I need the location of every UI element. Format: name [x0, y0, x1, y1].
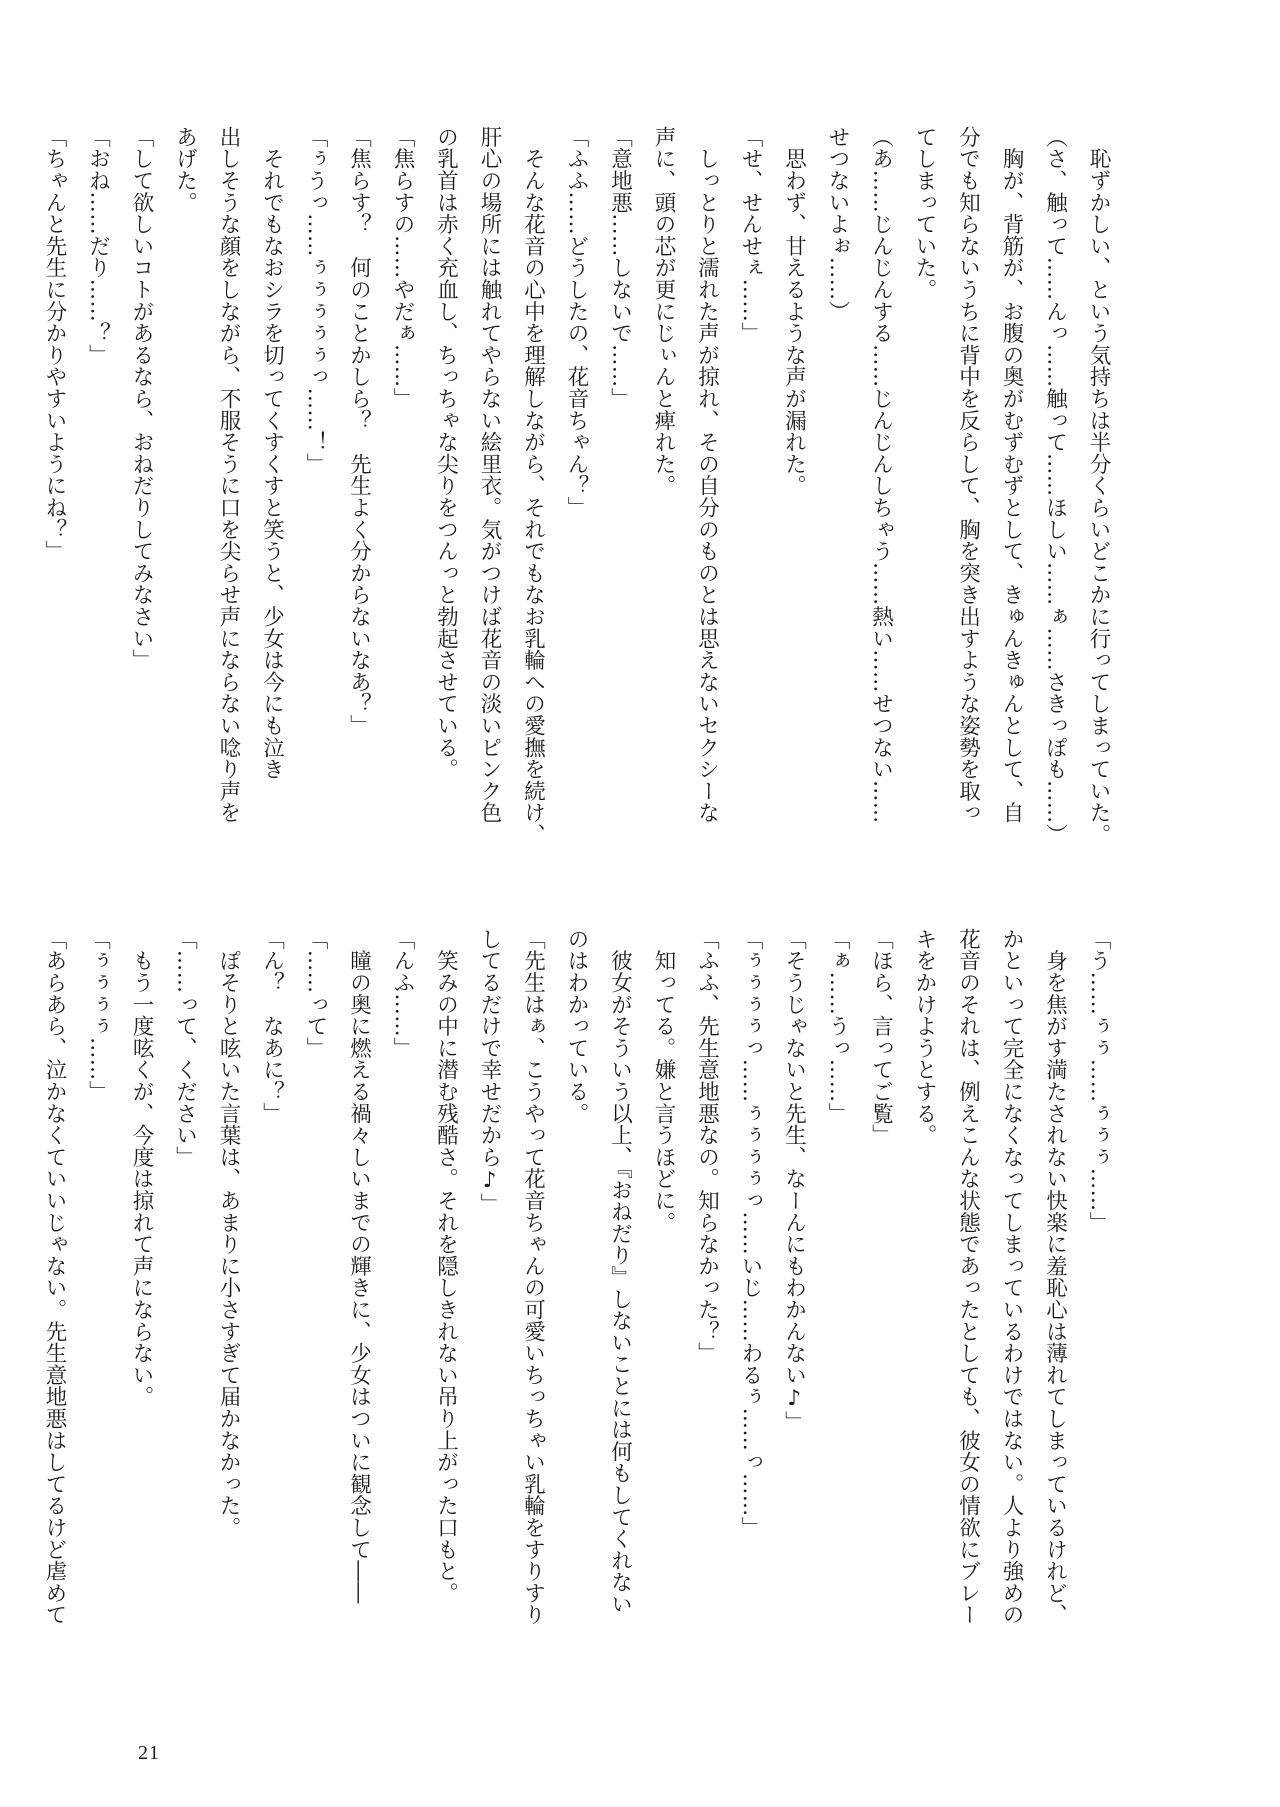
text-line: 「ちゃんと先生に分かりやすいようにね？」	[42, 126, 67, 562]
text-line: かといって完全になくなってしまっているわけではない。人より強めの	[999, 928, 1024, 1626]
text-line: のはわかっている。	[564, 928, 589, 1125]
text-line: 胸が、背筋が、お腹の奥がむずむずとして、きゅんきゅんとして、自	[999, 126, 1024, 824]
text-line: 瞳の奥に燃える禍々しいまでの輝きに、少女はついに観念して――	[346, 928, 372, 1604]
text-line: 「して欲しいコトがあるなら、おねだりしてみなさい」	[129, 126, 154, 671]
text-line: キをかけようとする。	[912, 928, 937, 1146]
text-line: 身を焦がす満たされない快楽に羞恥心は薄れてしまっているけれど、	[1042, 928, 1068, 1626]
text-line: しっとりと濡れた声が掠れ、その自分のものとは思えないセクシーな	[694, 126, 720, 824]
text-line: 「ぅぅぅぅ……」	[85, 928, 111, 1103]
text-line: 「焦らす？ 何のことかしら？ 先生よく分からないなあ？」	[346, 126, 372, 737]
text-line: 知ってる。嫌と言うほどに。	[651, 928, 676, 1234]
text-line: 肝心の場所には触れてやらない絵里衣。気がつけば花音の淡いピンク色	[477, 126, 502, 824]
text-line: 「ふふ、先生意地悪なの。知らなかった？」	[694, 928, 720, 1364]
text-line: 「ぅぅぅぅっ……ぅぅぅぅっ……いじ……わるぅ……っ……」	[738, 928, 763, 1539]
page-number: 21	[138, 1742, 160, 1764]
text-line: の乳首は赤く充血し、ちっちゃな尖りをつんっと勃起させている。	[433, 126, 459, 780]
text-line: （あ……じんじんする……じんじんしちゃう……熱い……せつない……	[868, 126, 894, 824]
upper-text-block	[42, 126, 1120, 874]
text-line: せつないよぉ……）	[825, 126, 850, 323]
text-line: してるだけで幸せだから♪」	[477, 928, 502, 1215]
text-line: 「ん？ なあに？」	[259, 928, 285, 1125]
text-line: （さ、触って……んっ……触って……ほしい……ぁ……さきっぽも……）	[1042, 126, 1068, 846]
text-line: 「う……ぅぅ……ぅぅぅ……」	[1086, 928, 1111, 1234]
text-line: そんな花音の心中を理解しながら、それでもなお乳輪への愛撫を続け、	[520, 126, 546, 846]
text-line: 「……って」	[303, 928, 328, 1059]
text-line: 「焦らすの……やだぁ……」	[390, 126, 415, 410]
text-line: 「せ、せんせぇ……」	[738, 126, 763, 344]
text-line: てしまっていた。	[912, 126, 937, 301]
text-line: 「ぅうっ……ぅぅぅぅぅっ……！」	[303, 126, 328, 475]
text-line: 「ぁ……うっ……」	[825, 928, 850, 1125]
text-line: 分でも知らないうちに背中を反らして、胸を突き出すような姿勢を取っ	[955, 126, 981, 824]
text-line: 「あらあら、泣かなくていいじゃない。先生意地悪はしてるけど虐めて	[42, 928, 67, 1626]
text-line: それでもなおシラを切ってくすくすと笑うと、少女は今にも泣き	[259, 126, 285, 780]
text-line: 笑みの中に潜む残酷さ。それを隠しきれない吊り上がった口もと。	[433, 928, 459, 1604]
text-line: 彼女がそういう以上、『おねだり』しないことには何もしてくれない	[607, 928, 633, 1615]
text-line: 花音のそれは、例えこんな状態であったとしても、彼女の情欲にブレー	[955, 928, 981, 1626]
text-line: 「んふ……」	[390, 928, 415, 1059]
text-line: 恥ずかしい、という気持ちは半分くらいどこかに行ってしまっていた。	[1086, 126, 1111, 846]
text-line: 出しそうな顔をしながら、不服そうに口を尖らせ声にならない唸り声を	[216, 126, 241, 824]
text-line: 「ほら、言ってご覧」	[868, 928, 894, 1146]
text-line: あげた。	[172, 126, 198, 214]
text-line: 「そうじゃないと先生、なーんにもわかんない♪」	[781, 928, 807, 1433]
text-line: 声に、頭の芯が更にじぃんと痺れた。	[651, 126, 676, 497]
text-line: 「おね……だり……？」	[85, 126, 111, 366]
text-line: 「意地悪……しないで……」	[607, 126, 633, 410]
lower-text-block	[42, 928, 1120, 1676]
text-line: 「先生はぁ、こうやって花音ちゃんの可愛いちっちゃい乳輪をすりすり	[520, 928, 546, 1626]
text-line: 「……って、ください」	[172, 928, 198, 1168]
text-line: 思わず、甘えるような声が漏れた。	[781, 126, 807, 497]
text-line: もう一度呟くが、今度は掠れて声にならない。	[129, 928, 154, 1408]
text-line: 「ふふ……どうしたの、花音ちゃん？」	[564, 126, 589, 519]
text-line: ぽそりと呟いた言葉は、あまりに小さすぎて届かなかった。	[216, 928, 241, 1539]
